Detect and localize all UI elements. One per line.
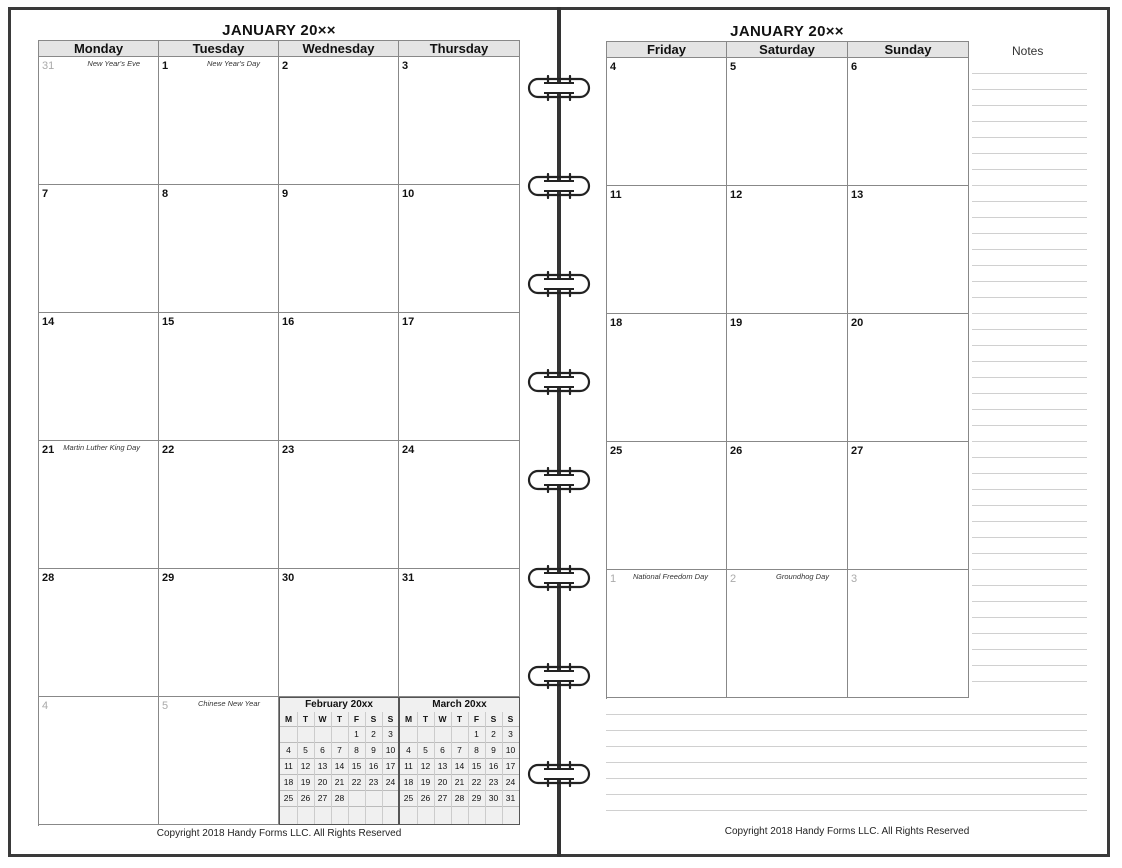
day-cell (848, 186, 969, 314)
day-header-tuesday: Tuesday (159, 41, 279, 57)
mini-date: 26 (420, 793, 431, 803)
mini-date: 7 (457, 745, 462, 755)
mini-date: 13 (317, 761, 328, 771)
mini-date: 24 (505, 777, 516, 787)
note-line (972, 121, 1087, 122)
day-cell (279, 441, 399, 569)
mini-date: 5 (303, 745, 308, 755)
day-header-thursday: Thursday (399, 41, 520, 57)
day-cell (848, 442, 969, 570)
mini-calendar (279, 697, 399, 825)
mini-date: 16 (368, 761, 379, 771)
note-line (972, 153, 1087, 154)
note-line (972, 473, 1087, 474)
mini-col-line (331, 712, 332, 824)
right-copyright: Copyright 2018 Handy Forms LLC. All Rights Reserved (724, 826, 970, 837)
note-line (972, 489, 1087, 490)
note-line (972, 185, 1087, 186)
mini-calendar (399, 697, 520, 825)
mini-date: 21 (334, 777, 345, 787)
mini-weekday-label: T (456, 714, 463, 724)
holiday-label: Groundhog Day (776, 572, 829, 581)
day-number: 5 (162, 700, 169, 712)
mini-date: 6 (320, 745, 325, 755)
day-number: 8 (162, 188, 169, 200)
mini-date: 9 (491, 745, 496, 755)
binder-ring-icon (524, 565, 594, 591)
mini-col-line (417, 712, 418, 824)
mini-date: 8 (474, 745, 479, 755)
holiday-label: New Year's Eve (87, 59, 140, 68)
day-cell (607, 58, 727, 186)
day-number: 27 (851, 445, 864, 457)
note-line (972, 553, 1087, 554)
day-cell (159, 569, 279, 697)
mini-date: 8 (354, 745, 359, 755)
day-cell (39, 441, 159, 569)
mini-date: 22 (351, 777, 362, 787)
note-line (606, 778, 1087, 779)
day-cell (727, 314, 848, 442)
mini-date: 17 (505, 761, 516, 771)
note-line (972, 617, 1087, 618)
right-calendar-grid (606, 41, 969, 699)
note-line (972, 633, 1087, 634)
day-header-saturday: Saturday (727, 42, 848, 58)
day-header-friday: Friday (607, 42, 727, 58)
mini-date: 25 (283, 793, 294, 803)
day-number: 7 (42, 188, 49, 200)
mini-date: 10 (385, 745, 396, 755)
note-line (972, 73, 1087, 74)
day-number: 2 (282, 60, 289, 72)
day-cell (279, 57, 399, 185)
day-cell (279, 185, 399, 313)
note-line (972, 313, 1087, 314)
mini-col-line (502, 712, 503, 824)
mini-weekday-label: S (507, 714, 514, 724)
day-number: 22 (162, 444, 175, 456)
holiday-label: Chinese New Year (198, 699, 260, 708)
left-copyright: Copyright 2018 Handy Forms LLC. All Rights Reserved (156, 828, 402, 839)
day-number: 15 (162, 316, 175, 328)
day-cell (159, 441, 279, 569)
day-number: 20 (851, 317, 864, 329)
mini-col-line (468, 712, 469, 824)
mini-date: 15 (351, 761, 362, 771)
mini-date: 15 (471, 761, 482, 771)
note-line (972, 265, 1087, 266)
day-cell (399, 313, 520, 441)
day-number: 3 (851, 573, 858, 585)
mini-date: 26 (300, 793, 311, 803)
day-cell (39, 697, 159, 825)
binder-ring-icon (524, 173, 594, 199)
day-number: 2 (730, 573, 737, 585)
mini-weekday-label: F (473, 714, 480, 724)
mini-date: 18 (283, 777, 294, 787)
note-line (972, 169, 1087, 170)
day-number: 17 (402, 316, 415, 328)
note-line (972, 537, 1087, 538)
mini-date: 16 (488, 761, 499, 771)
mini-weekday-label: T (336, 714, 343, 724)
day-number: 21 (42, 444, 55, 456)
day-cell (607, 442, 727, 570)
day-cell (399, 185, 520, 313)
note-line (972, 601, 1087, 602)
mini-calendar-title: March 20xx (432, 699, 487, 710)
day-number: 4 (42, 700, 49, 712)
note-line (972, 281, 1087, 282)
mini-calendar-title: February 20xx (305, 699, 373, 710)
mini-weekday-label: S (370, 714, 377, 724)
mini-date: 28 (454, 793, 465, 803)
binder-ring-icon (524, 75, 594, 101)
holiday-label: Martin Luther King Day (63, 443, 140, 452)
day-cell (39, 185, 159, 313)
note-line (972, 425, 1087, 426)
day-cell (399, 441, 520, 569)
mini-weekday-label: W (438, 714, 447, 724)
day-cell (39, 569, 159, 697)
note-line (972, 329, 1087, 330)
mini-date: 7 (337, 745, 342, 755)
day-header-monday: Monday (39, 41, 159, 57)
note-line (972, 569, 1087, 570)
day-cell (159, 697, 279, 825)
mini-date: 2 (371, 729, 376, 739)
day-cell (607, 186, 727, 314)
day-cell (399, 569, 520, 697)
day-cell (159, 185, 279, 313)
mini-col-line (382, 712, 383, 824)
mini-col-line (314, 712, 315, 824)
day-header-wednesday: Wednesday (279, 41, 399, 57)
mini-col-line (485, 712, 486, 824)
note-line (972, 505, 1087, 506)
mini-weekday-label: T (302, 714, 309, 724)
note-line (972, 681, 1087, 682)
mini-date: 3 (508, 729, 513, 739)
mini-col-line (451, 712, 452, 824)
note-line (972, 393, 1087, 394)
left-page-title: JANUARY 20×× (222, 22, 336, 39)
mini-date: 12 (420, 761, 431, 771)
day-number: 18 (610, 317, 623, 329)
mini-date: 29 (471, 793, 482, 803)
day-number: 6 (851, 61, 858, 73)
mini-date: 13 (437, 761, 448, 771)
mini-date: 19 (300, 777, 311, 787)
note-line (972, 409, 1087, 410)
note-line (972, 249, 1087, 250)
binder-ring-icon (524, 369, 594, 395)
mini-date: 31 (505, 793, 516, 803)
note-line (972, 217, 1087, 218)
mini-date: 12 (300, 761, 311, 771)
mini-date: 20 (437, 777, 448, 787)
mini-date: 6 (440, 745, 445, 755)
binder-ring-icon (524, 761, 594, 787)
day-cell (727, 570, 848, 698)
note-line (972, 665, 1087, 666)
planner-spine (557, 7, 561, 857)
note-line (972, 521, 1087, 522)
mini-col-line (348, 712, 349, 824)
day-number: 19 (730, 317, 743, 329)
mini-date: 14 (454, 761, 465, 771)
day-number: 25 (610, 445, 623, 457)
day-cell (848, 314, 969, 442)
mini-date: 3 (388, 729, 393, 739)
note-line (972, 137, 1087, 138)
note-line (972, 585, 1087, 586)
holiday-label: New Year's Day (207, 59, 260, 68)
day-number: 10 (402, 188, 415, 200)
note-line (606, 714, 1087, 715)
mini-date: 24 (385, 777, 396, 787)
mini-date: 10 (505, 745, 516, 755)
holiday-label: National Freedom Day (632, 572, 708, 581)
day-cell (159, 313, 279, 441)
day-cell (399, 57, 520, 185)
mini-date: 17 (385, 761, 396, 771)
mini-date: 30 (488, 793, 499, 803)
mini-date: 11 (404, 761, 413, 771)
day-cell (607, 570, 727, 698)
day-number: 3 (402, 60, 409, 72)
mini-date: 4 (406, 745, 411, 755)
mini-date: 25 (403, 793, 414, 803)
day-cell (607, 314, 727, 442)
day-number: 5 (730, 61, 737, 73)
day-cell (39, 313, 159, 441)
binder-ring-icon (524, 467, 594, 493)
day-cell (727, 58, 848, 186)
right-page-title: JANUARY 20×× (730, 23, 844, 40)
mini-date: 1 (474, 729, 479, 739)
day-number: 11 (610, 189, 622, 201)
mini-weekday-label: T (422, 714, 429, 724)
day-number: 4 (610, 61, 617, 73)
mini-date: 20 (317, 777, 328, 787)
mini-date: 23 (368, 777, 379, 787)
day-number: 1 (162, 60, 169, 72)
mini-col-line (434, 712, 435, 824)
day-number: 26 (730, 445, 743, 457)
day-number: 23 (282, 444, 295, 456)
mini-date: 27 (317, 793, 328, 803)
mini-date: 19 (420, 777, 431, 787)
left-calendar-grid (38, 40, 520, 826)
note-line (972, 345, 1087, 346)
day-cell (279, 313, 399, 441)
day-number: 14 (42, 316, 55, 328)
day-number: 24 (402, 444, 415, 456)
note-line (972, 233, 1087, 234)
note-line (972, 441, 1087, 442)
mini-date: 11 (284, 761, 293, 771)
day-number: 29 (162, 572, 175, 584)
day-number: 9 (282, 188, 289, 200)
mini-date: 9 (371, 745, 376, 755)
mini-date: 14 (334, 761, 345, 771)
day-header-sunday: Sunday (848, 42, 969, 58)
mini-weekday-label: F (353, 714, 360, 724)
binder-ring-icon (524, 663, 594, 689)
mini-weekday-label: S (387, 714, 394, 724)
mini-date: 28 (334, 793, 345, 803)
day-number: 13 (851, 189, 864, 201)
day-number: 12 (730, 189, 743, 201)
mini-date: 2 (491, 729, 496, 739)
mini-weekday-label: M (284, 714, 293, 724)
note-line (972, 361, 1087, 362)
day-cell (727, 186, 848, 314)
day-cell (39, 57, 159, 185)
mini-date: 21 (454, 777, 465, 787)
day-cell (848, 58, 969, 186)
mini-col-line (365, 712, 366, 824)
note-line (606, 746, 1087, 747)
day-cell (727, 442, 848, 570)
note-line (972, 649, 1087, 650)
day-number: 30 (282, 572, 295, 584)
mini-weekday-label: S (490, 714, 497, 724)
note-line (972, 457, 1087, 458)
mini-date: 27 (437, 793, 448, 803)
note-line (606, 794, 1087, 795)
note-line (972, 297, 1087, 298)
day-cell (848, 570, 969, 698)
mini-date: 1 (354, 729, 359, 739)
day-number: 31 (42, 60, 55, 72)
binder-ring-icon (524, 271, 594, 297)
day-number: 28 (42, 572, 55, 584)
mini-date: 22 (471, 777, 482, 787)
note-line (606, 810, 1087, 811)
day-number: 31 (402, 572, 415, 584)
mini-date: 4 (286, 745, 291, 755)
note-line (972, 201, 1087, 202)
day-cell (279, 569, 399, 697)
note-line (606, 730, 1087, 731)
note-line (972, 89, 1087, 90)
mini-date: 5 (423, 745, 428, 755)
mini-date: 18 (403, 777, 414, 787)
mini-weekday-label: M (404, 714, 413, 724)
mini-weekday-label: W (318, 714, 327, 724)
note-line (972, 105, 1087, 106)
day-number: 16 (282, 316, 295, 328)
notes-label: Notes (1012, 44, 1044, 58)
day-cell (159, 57, 279, 185)
day-number: 1 (610, 573, 617, 585)
note-line (972, 377, 1087, 378)
mini-date: 23 (488, 777, 499, 787)
mini-col-line (297, 712, 298, 824)
note-line (606, 762, 1087, 763)
